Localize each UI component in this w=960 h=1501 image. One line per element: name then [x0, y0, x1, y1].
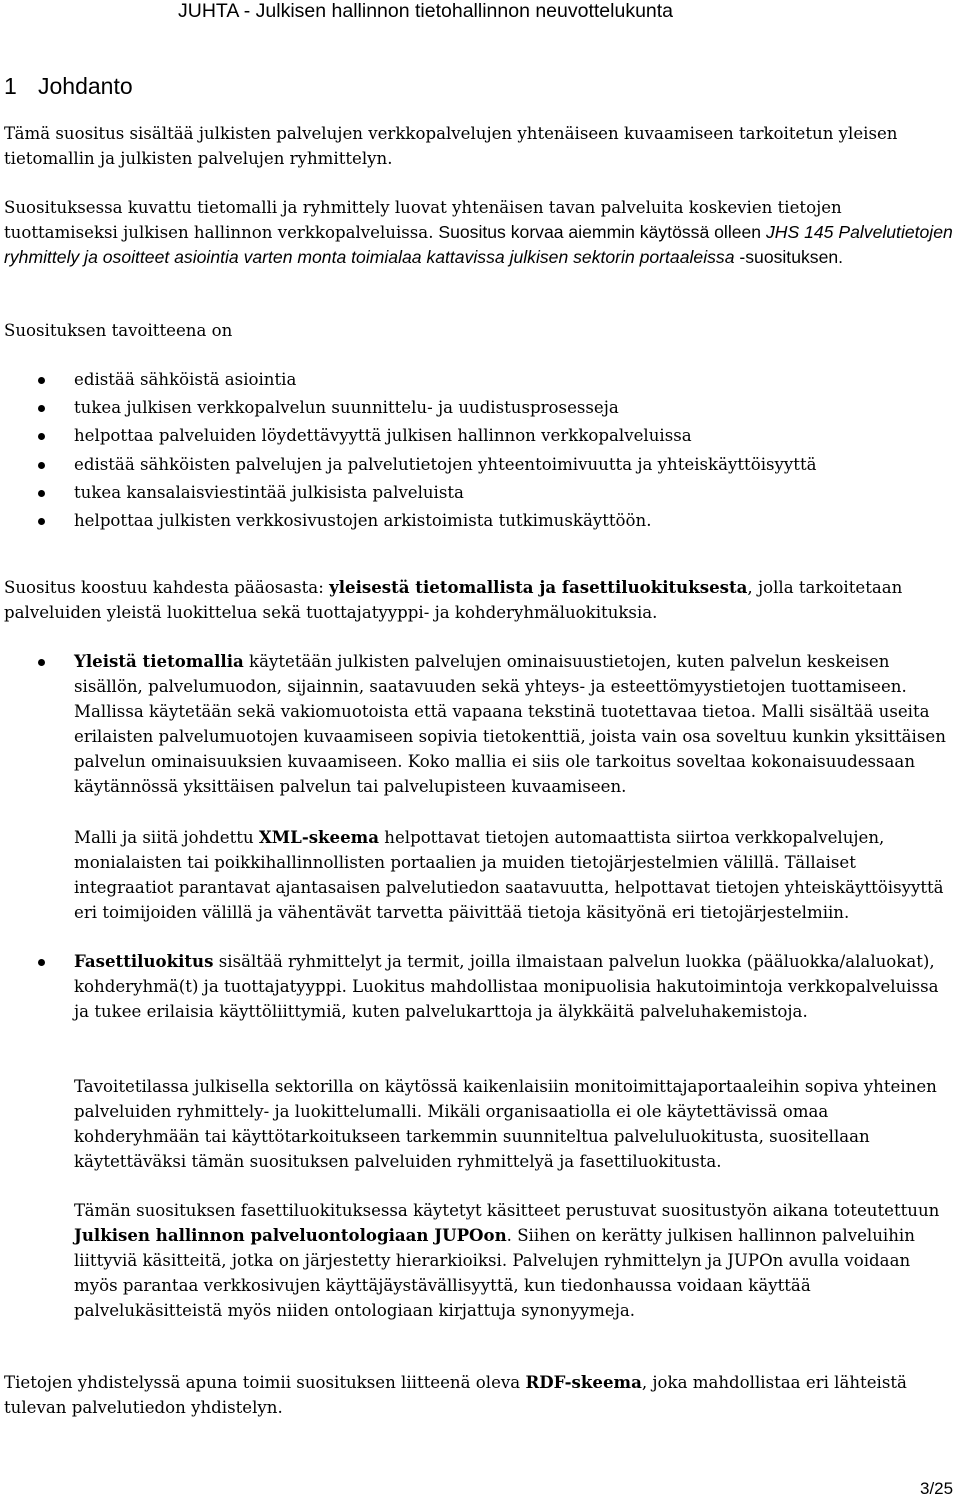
- xml-bold: XML-skeema: [258, 827, 379, 847]
- section-heading: [4, 72, 133, 100]
- composition-post: , jolla tarkoitetaan palveluiden yleistä luokittelua sekä tuottajatyyppi- ja kohderyhmäluokituksia.: [4, 578, 903, 622]
- xml-paragraph: [74, 825, 956, 925]
- rdf-bold: RDF-skeema: [525, 1372, 642, 1392]
- replacement-paragraph: [4, 195, 956, 270]
- jupo-bold: Julkisen hallinnon palveluontologiaan JUPOon: [74, 1225, 507, 1245]
- section-number: 1: [4, 73, 17, 99]
- goal-text: tukea kansalaisviestintää julkisista palveluista: [74, 482, 464, 502]
- goal-text: edistää sähköistä asiointia: [74, 370, 297, 389]
- bullet-icon: [38, 518, 45, 525]
- goals-intro: Suosituksen tavoitteena on: [4, 321, 233, 340]
- goal-text: tukea julkisen verkkopalvelun suunnittelu- ja uudistusprosesseja: [74, 398, 619, 418]
- list-item: [0, 479, 817, 507]
- composition-paragraph: [4, 575, 956, 625]
- list-item: [0, 451, 817, 479]
- bullet-icon: [38, 462, 45, 469]
- goals-list: [0, 366, 817, 535]
- goal-text: helpottaa julkisten verkkosivustojen arkistoimista tutkimuskäyttöön.: [74, 511, 652, 531]
- jupo-pre: Tämän suosituksen fasettiluokituksessa käytetyt käsitteet perustuvat suositustyön aikana toteutettuun: [74, 1201, 940, 1220]
- model-bold: Yleistä tietomallia: [74, 651, 244, 671]
- xml-post: helpottavat tietojen automaattista siirtoa verkkopalvelujen, monialaisten tai poikkihallinnollisten portaalien ja muiden tietojärjestelmien välillä. Tällaiset integraatiot parantavat ajantasaisen palvelutiedon saatavuutta, helpottavat tietojen yhteiskäyttöisyyttä eri toimijoiden välillä ja vähentävät tarvetta päivittää tietoja käsityönä eri tietojärjestelmiin.: [74, 828, 944, 922]
- rdf-post: , joka mahdollistaa eri lähteistä tulevan palvelutiedon yhdistelyn.: [4, 1373, 907, 1417]
- xml-pre: Malli ja siitä johdettu: [74, 828, 259, 847]
- goal-text: edistää sähköisten palvelujen ja palvelutietojen yhteentoimivuutta ja yhteiskäyttöisyyttä: [74, 454, 817, 474]
- list-item: [0, 507, 817, 535]
- para2-italic-title: JHS 145 Palvelutietojen ryhmittely ja osoitteet asiointia varten monta toimialaa kattavissa julkisen sektorin portaaleissa: [4, 222, 953, 267]
- facet-bold: Fasettiluokitus: [74, 951, 214, 971]
- bullet-icon: [38, 659, 45, 666]
- para2-part1: Suosituksessa kuvattu tietomalli ja ryhmittely luovat yhtenäisen tavan palveluita koskevien tietojen tuottamiseksi julkisen hallinnon verkkopalveluissa.: [4, 198, 842, 242]
- list-item: [0, 422, 817, 450]
- facet-text: sisältää ryhmittelyt ja termit, joilla ilmaistaan palvelun luokka (pääluokka/alaluokat), kohderyhmä(t) ja tuottajatyyppi. Luokitus mahdollistaa monipuolisia hakutoimintoja verkkopalveluissa ja tukee erilaisia käyttöliittymiä, kuten palvelukarttoja ja älykkäitä palveluhakemistoja.: [74, 952, 939, 1021]
- target-paragraph: Tavoitetilassa julkisella sektorilla on käytössä kaikenlaisiin monitoimittajaportaaleihin sopiva yhteinen palveluiden ryhmittely- ja luokittelumalli. Mikäli organisaatiolla ei ole käytettävissä omaa kohderyhmään tai käyttötarkoitukseen tarkemmin suunniteltua palveluluokitusta, suositellaan käytettäväksi tämän suosituksen palveluiden ryhmittelyä ja fasettiluokitusta.: [74, 1077, 937, 1171]
- list-item: [0, 366, 817, 394]
- bullet-icon: [38, 490, 45, 497]
- para2-part3: -suosituksen.: [734, 247, 844, 267]
- bullet-icon: [38, 433, 45, 440]
- bullet-icon: [38, 405, 45, 412]
- model-text: käytetään julkisten palvelujen ominaisuustietojen, kuten palvelun keskeisen sisällön, palvelumuodon, sijainnin, saatavuuden sekä yhteys- ja esteettömyystietojen tuottamiseen. Mallissa käytetään sekä vakiomuotoista että vapaana tekstinä tuotettavaa tietoa. Malli sisältää useita erilaisten palvelumuotojen kuvaamiseen sopivia tietokenttiä, joista vain osa soveltuu kunkin yksittäisen palvelun ominaisuuksien kuvaamiseen. Koko mallia ei siis ole tarkoitus soveltaa kokonaisuudessaan käytännössä yksittäisen palvelun tai palvelupisteen kuvaamiseen.: [74, 652, 946, 796]
- jupo-post: . Siihen on kerätty julkisen hallinnon palveluihin liittyviä käsitteitä, jotka on järjestetty hierarkioiksi. Palvelujen ryhmittelyn ja JUPOn avulla voidaan myös parantaa verkkosivujen käyttäjäystävällisyyttä, kun tiedonhaussa voidaan käyttää palvelukäsitteistä myös niiden ontologiaan kirjattuja synonyymeja.: [74, 1226, 915, 1320]
- composition-bold: yleisestä tietomallista ja fasettiluokituksesta: [329, 577, 748, 597]
- goal-text: helpottaa palveluiden löydettävyyttä julkisen hallinnon verkkopalveluissa: [74, 426, 692, 446]
- list-item: [0, 394, 817, 422]
- model-paragraph: [74, 649, 956, 799]
- bullet-icon: [38, 959, 45, 966]
- rdf-pre: Tietojen yhdistelyssä apuna toimii suosituksen liitteenä oleva: [4, 1373, 526, 1392]
- jupo-paragraph: [74, 1198, 956, 1323]
- section-title: Johdanto: [38, 73, 133, 99]
- rdf-paragraph: [4, 1370, 956, 1420]
- composition-pre: Suositus koostuu kahdesta pääosasta:: [4, 578, 330, 597]
- document-header: JUHTA - Julkisen hallinnon tietohallinnon neuvottelukunta: [178, 0, 674, 22]
- facet-paragraph: [74, 949, 956, 1024]
- intro-paragraph: Tämä suositus sisältää julkisten palvelujen verkkopalvelujen yhtenäiseen kuvaamiseen tarkoitetun yleisen tietomallin ja julkisten palvelujen ryhmittelyn.: [4, 124, 898, 168]
- page-number: 3/25: [920, 1479, 954, 1498]
- bullet-icon: [38, 377, 45, 384]
- para2-part2: Suositus korvaa aiemmin käytössä olleen: [433, 222, 766, 242]
